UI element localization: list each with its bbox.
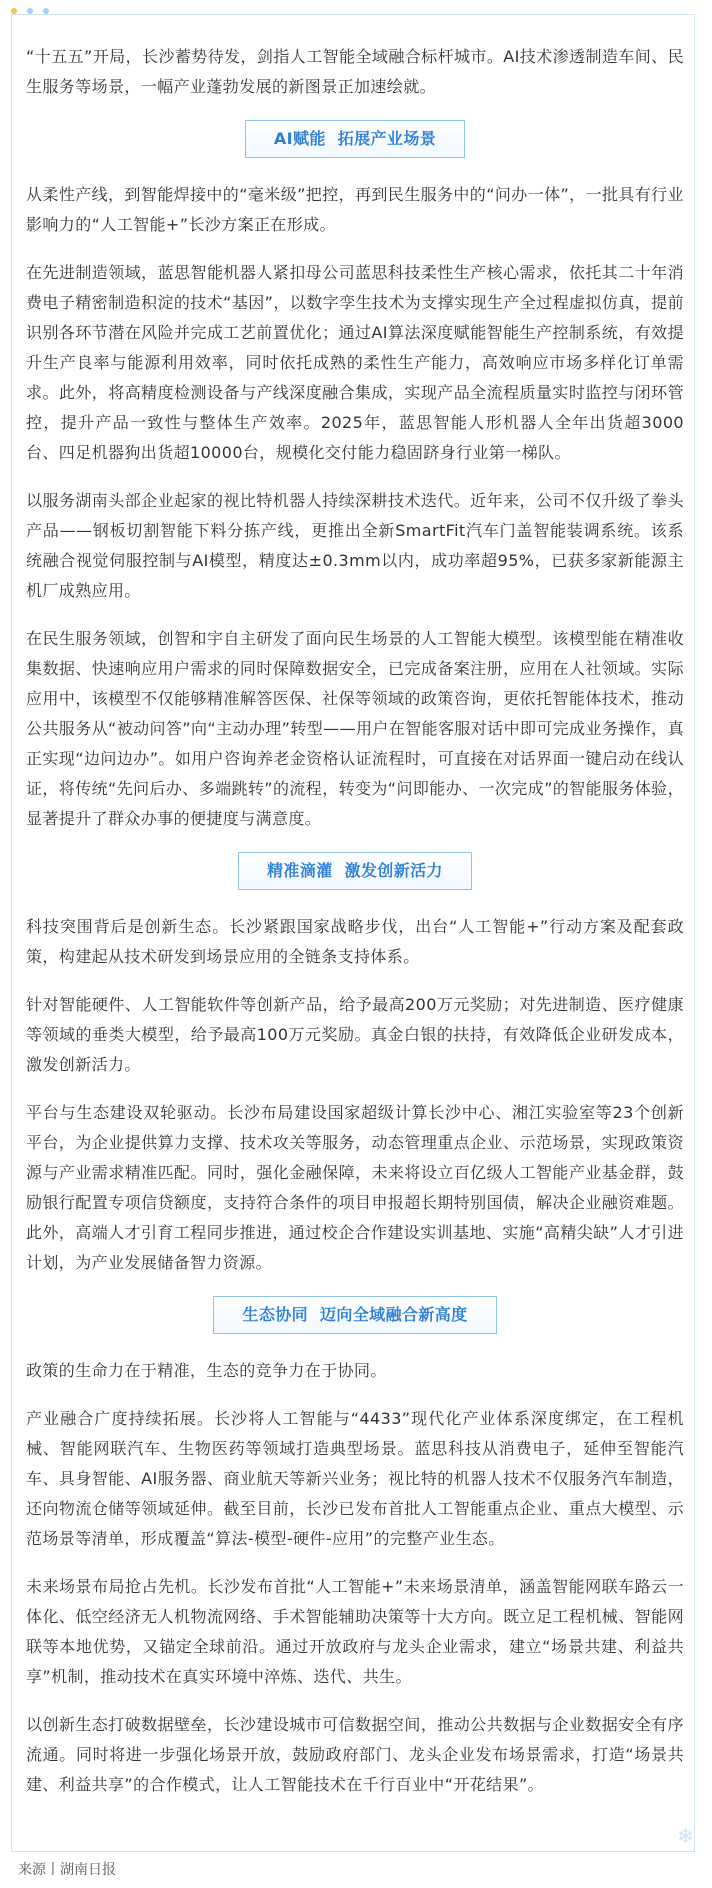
section-heading: 生态协同 迈向全域融合新高度 bbox=[213, 1296, 496, 1334]
decor-dot-blue bbox=[27, 8, 33, 14]
decor-dot-yellow bbox=[11, 8, 17, 14]
article-paragraph: 政策的生命力在于精准，生态的竞争力在于协同。 bbox=[26, 1361, 387, 1380]
article-paragraph: 未来场景布局抢占先机。长沙发布首批“人工智能+”未来场景清单，涵盖智能网联车路云一体化、低空经济无人机物流网络、手术智能辅助决策等十大方向。既立足工程机械、智能网联等本地优势，又锚定全球前沿。通过开放政府与龙头企业需求，建立“场景共建、利益共享”机制，推动技术在真实环境中淬炼、迭代、共生。 bbox=[26, 1577, 684, 1686]
article-paragraph: “十五五”开局，长沙蓄势待发，剑指人工智能全域融合标杆城市。AI技术渗透制造车间、民生服务等场景，一幅产业蓬勃发展的新图景正加速绘就。 bbox=[26, 47, 684, 96]
source-credit: 来源丨湖南日报 bbox=[18, 1862, 116, 1878]
article-paragraph: 以服务湖南头部企业起家的视比特机器人持续深耕技术迭代。近年来，公司不仅升级了拳头产品——钢板切割智能下料分拣产线，更推出全新SmartFit汽车门盖智能装调系统。该系统融合视觉伺服控制与AI模型，精度达±0.3mm以内，成功率超95%，已获多家新能源主机厂成熟应用。 bbox=[26, 491, 684, 600]
section-heading: 精准滴灌 激发创新活力 bbox=[238, 852, 472, 890]
decor-dot-blue bbox=[43, 8, 49, 14]
article-paragraph: 产业融合广度持续拓展。长沙将人工智能与“4433”现代化产业体系深度绑定，在工程机械、智能网联汽车、生物医药等领域打造典型场景。蓝思科技从消费电子，延伸至智能汽车、具身智能、AI服务器、商业航天等新兴业务；视比特的机器人技术不仅服务汽车制造，还向物流仓储等领域延伸。截至目前，长沙已发布首批人工智能重点企业、重点大模型、示范场景等清单，形成覆盖“算法-模型-硬件-应用”的完整产业生态。 bbox=[26, 1409, 684, 1548]
article-paragraph: 平台与生态建设双轮驱动。长沙布局建设国家超级计算长沙中心、湘江实验室等23个创新平台，为企业提供算力支撑、技术攻关等服务，动态管理重点企业、示范场景，实现政策资源与产业需求精准匹配。同时，强化金融保障，未来将设立百亿级人工智能产业基金群，鼓励银行配置专项信贷额度，支持符合条件的项目申报超长期特别国债，解决企业融资难题。此外，高端人才引育工程同步推进，通过校企合作建设实训基地、实施“高精尖缺”人才引进计划，为产业发展储备智力资源。 bbox=[26, 1103, 684, 1272]
article-paragraph: 以创新生态打破数据壁垒，长沙建设城市可信数据空间，推动公共数据与企业数据安全有序流通。同时将进一步强化场景开放，鼓励政府部门、龙头企业发布场景需求，打造“场景共建、利益共享”的合作模式，让人工智能技术在千行百业中“开花结果”。 bbox=[26, 1715, 684, 1794]
article-paragraph: 在先进制造领域，蓝思智能机器人紧扣母公司蓝思科技柔性生产核心需求，依托其二十年消费电子精密制造积淀的技术“基因”，以数字孪生技术为支撑实现生产全过程虚拟仿真，提前识别各环节潜在风险并完成工艺前置优化；通过AI算法深度赋能智能生产控制系统，有效提升生产良率与能源利用效率，同时依托成熟的柔性生产能力，高效响应市场多样化订单需求。此外，将高精度检测设备与产线深度融合集成，实现产品全流程质量实时监控与闭环管控，提升产品一致性与整体生产效率。2025年，蓝思智能人形机器人全年出货超3000台、四足机器狗出货超10000台，规模化交付能力稳固跻身行业第一梯队。 bbox=[26, 263, 684, 462]
section-heading-wrapper bbox=[26, 852, 684, 890]
article-paragraph: 从柔性产线，到智能焊接中的“毫米级”把控，再到民生服务中的“问办一体”，一批具有行业影响力的“人工智能+”长沙方案正在形成。 bbox=[26, 185, 684, 234]
article-paragraph: 在民生服务领域，创智和宇自主研发了面向民生场景的人工智能大模型。该模型能在精准收集数据、快速响应用户需求的同时保障数据安全，已完成备案注册，应用在人社领域。实际应用中，该模型不仅能够精准解答医保、社保等领域的政策咨询，更依托智能体技术，推动公共服务从“被动问答”向“主动办理”转型——用户在智能客服对话中即可完成业务操作，真正实现“边问边办”。如用户咨询养老金资格认证流程时，可直接在对话界面一键启动在线认证，将传统“先问后办、多端跳转”的流程，转变为“问即能办、一次完成”的智能服务体验，显著提升了群众办事的便捷度与满意度。 bbox=[26, 629, 684, 828]
article-paragraph: 针对智能硬件、人工智能软件等创新产品，给予最高200万元奖励；对先进制造、医疗健康等领域的垂类大模型，给予最高100万元奖励。真金白银的扶持，有效降低企业研发成本，激发创新活力。 bbox=[26, 995, 684, 1074]
snowflake-icon: ❄ bbox=[677, 1824, 694, 1848]
article-paragraph: 科技突围背后是创新生态。长沙紧跟国家战略步伐，出台“人工智能+”行动方案及配套政策，构建起从技术研发到场景应用的全链条支持体系。 bbox=[26, 917, 684, 966]
article-body bbox=[26, 42, 684, 1818]
section-heading-wrapper bbox=[26, 1296, 684, 1334]
section-heading: AI赋能 拓展产业场景 bbox=[245, 120, 465, 158]
section-heading-wrapper bbox=[26, 120, 684, 158]
